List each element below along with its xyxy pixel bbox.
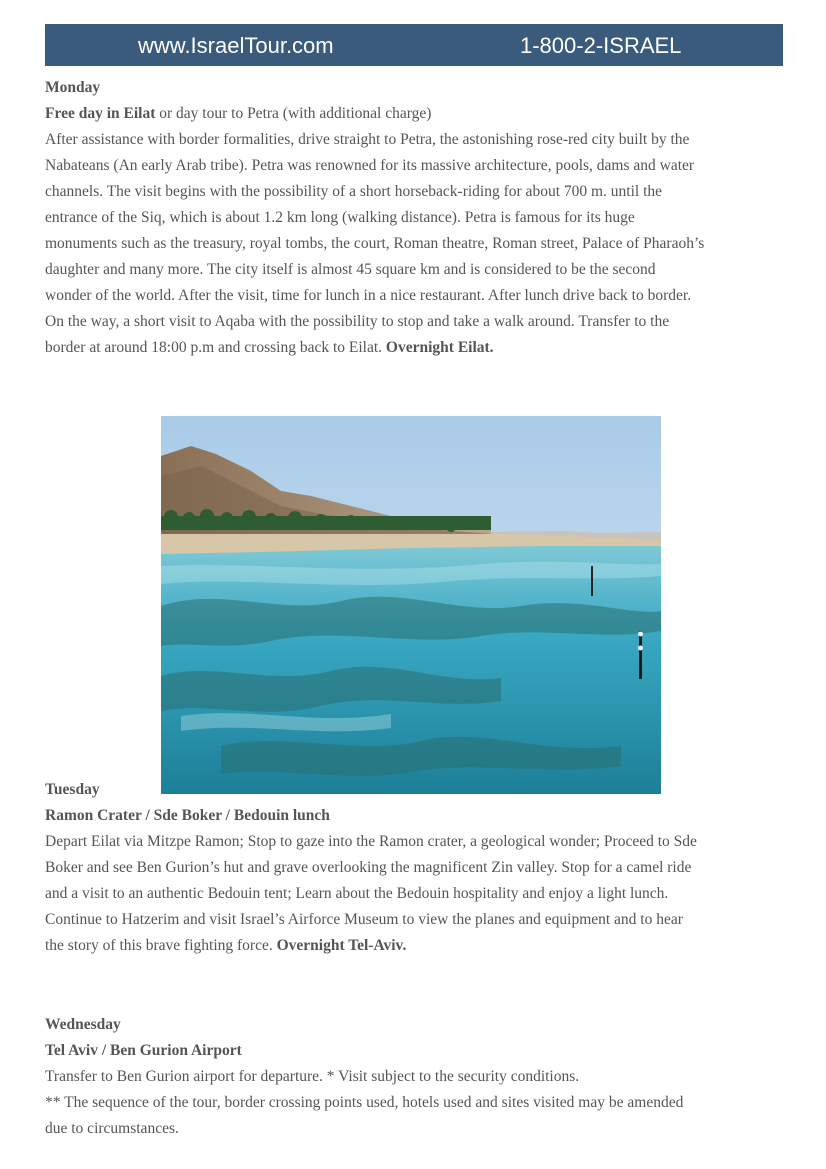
tuesday-body-text: Depart Eilat via Mitzpe Ramon; Stop to gaze into the Ramon crater, a geological wonder; Proceed to Sde Boker and see Ben Gurion’s hut and grave overlooking the magnificent Zin valley. Stop for a camel ride and a visit to an authentic Bedouin tent; Learn about the Bedouin hospitality and enjoy a light lunch. Continue to Hatzerim and visit Israel’s Airforce Museum to view the planes and equipment and to hear the story of this brave fighting force. <box>45 833 697 954</box>
wednesday-line-1: Transfer to Ben Gurion airport for departure. * Visit subject to the security conditions. <box>45 1068 580 1085</box>
wednesday-title: Tel Aviv / Ben Gurion Airport <box>45 1042 242 1059</box>
monday-title <box>45 101 705 127</box>
website-link[interactable]: www.IsraelTour.com <box>138 33 334 58</box>
wednesday-section <box>45 1012 705 1142</box>
monday-overnight: Overnight Eilat. <box>385 339 494 356</box>
day-heading-monday: Monday <box>45 79 101 96</box>
tuesday-overnight: Overnight Tel-Aviv. <box>276 937 407 954</box>
header-banner <box>45 24 783 66</box>
day-heading-wednesday: Wednesday <box>45 1016 121 1033</box>
monday-body <box>45 127 705 361</box>
wednesday-line-2: ** The sequence of the tour, border crossing points used, hotels used and sites visited may be amended due to circumstances. <box>45 1094 684 1137</box>
monday-body-text: After assistance with border formalities, drive straight to Petra, the astonishing rose-red city built by the Nabateans (An early Arab tribe). Petra was renowned for its massive architecture, pools, dams and water channels. The visit begins with the possibility of a short horseback-riding for about 700 m. until the entrance of the Siq, which is about 1.2 km long (walking distance). Petra is famous for its huge monuments such as the treasury, royal tombs, the court, Roman theatre, Roman street, Palace of Pharaoh’s daughter and many more. The city itself is almost 45 square km and is considered to be the second wonder of the world. After the visit, time for lunch in a nice restaurant. After lunch drive back to border. On the way, a short visit to Aqaba with the possibility to stop and take a walk around. Transfer to the border at around 18:00 p.m and crossing back to Eilat. <box>45 131 705 356</box>
tuesday-title: Ramon Crater / Sde Boker / Bedouin lunch <box>45 807 330 824</box>
monday-title-bold: Free day in Eilat <box>45 105 156 122</box>
monday-section <box>45 75 705 361</box>
day-heading-tuesday: Tuesday <box>45 781 100 798</box>
phone-number: 1-800-2-ISRAEL <box>520 33 682 58</box>
monday-title-rest: or day tour to Petra (with additional charge) <box>155 105 432 122</box>
coral-beach-photo <box>161 416 661 794</box>
tuesday-section <box>45 803 705 959</box>
tuesday-body <box>45 829 705 959</box>
